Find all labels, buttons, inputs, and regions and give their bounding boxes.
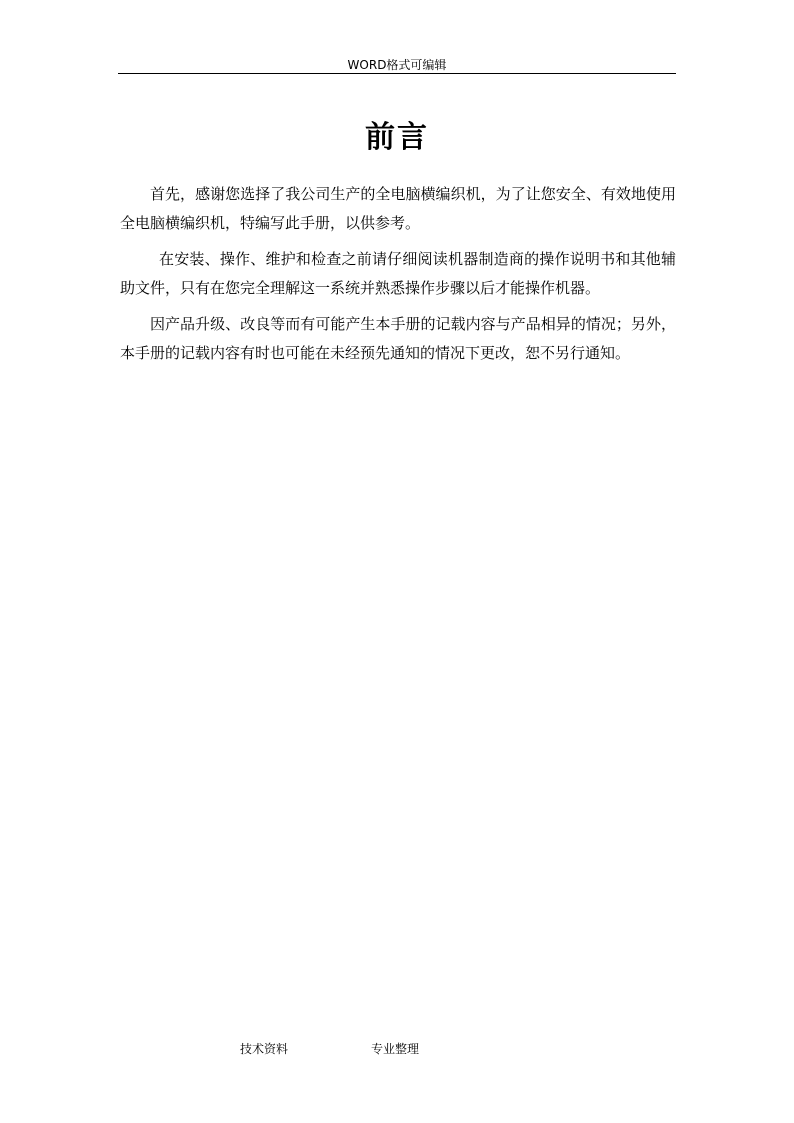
footer-right-text: 专业整理: [371, 1042, 420, 1056]
page-header: WORD格式可编辑: [347, 58, 447, 72]
paragraph-1: 首先，感谢您选择了我公司生产的全电脑横编织机，为了让您安全、有效地使用全电脑横编织机，特编写此手册，以供参考。: [120, 185, 676, 232]
paragraph-2: 在安装、操作、维护和检查之前请仔细阅读机器制造商的操作说明书和其他辅助文件，只有在您完全理解这一系统并熟悉操作步骤以后才能操作机器。: [120, 250, 676, 297]
paragraph-3: 因产品升级、改良等而有可能产生本手册的记载内容与产品相异的情况；另外，本手册的记载内容有时也可能在未经预先通知的情况下更改，恕不另行通知。: [120, 315, 676, 362]
footer-left-text: 技术资料: [240, 1042, 289, 1056]
header-divider: [118, 73, 676, 74]
page-title: 前言: [365, 120, 429, 155]
document-body: [120, 180, 676, 375]
